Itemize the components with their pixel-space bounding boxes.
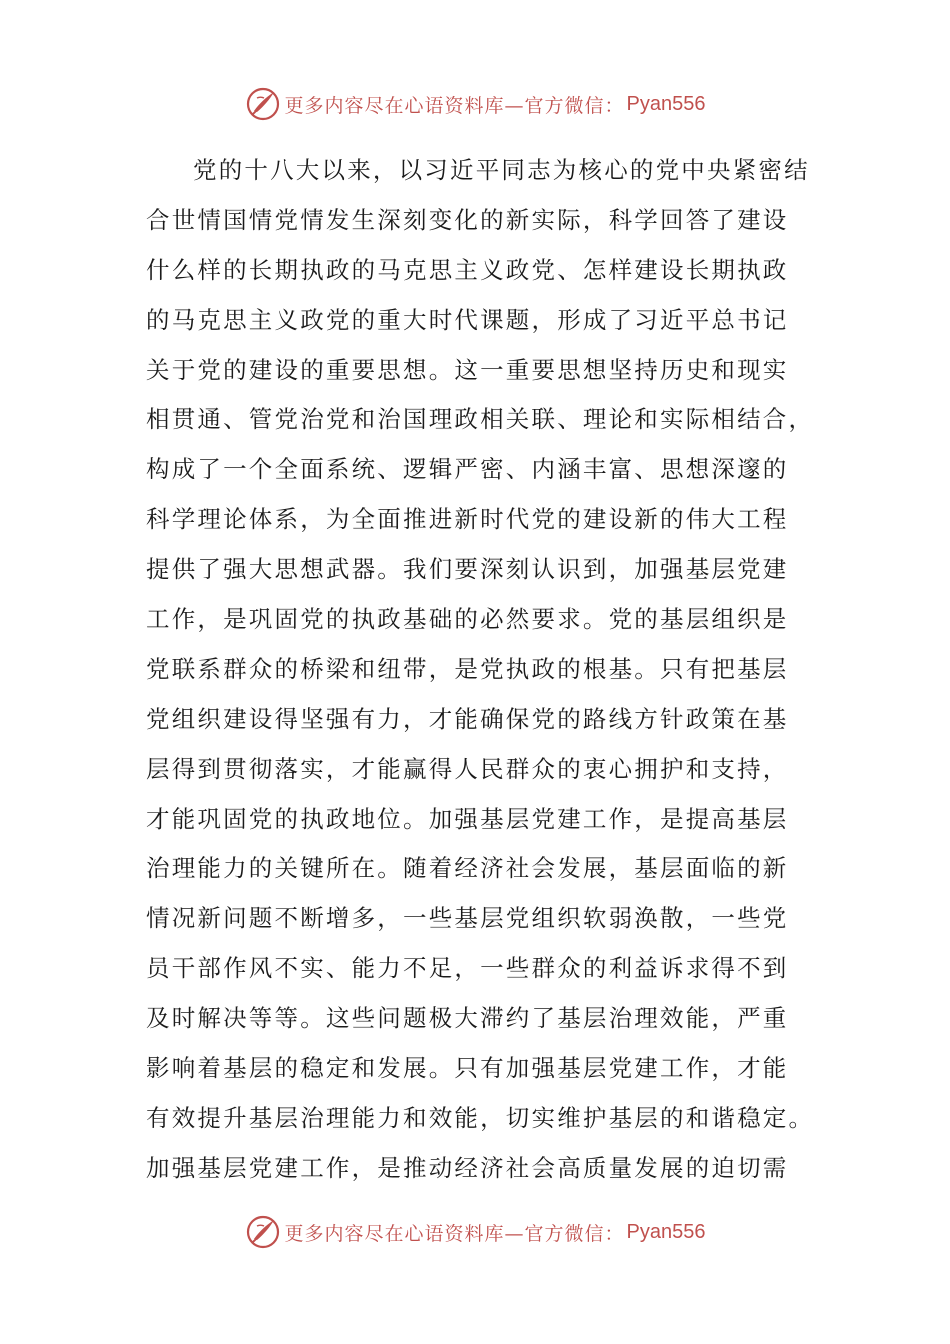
header-wechat-id: Pyan556 — [626, 92, 706, 115]
footer-banner — [0, 1212, 950, 1252]
footer-banner-text: 更多内容尽在心语资料库—官方微信： — [284, 1222, 625, 1245]
header-banner-text: 更多内容尽在心语资料库—官方微信： — [284, 94, 625, 117]
footer-wechat-id: Pyan556 — [626, 1220, 706, 1243]
paragraph-line: 相贯通、管党治党和治国理政相关联、理论和实际相结合， — [146, 405, 815, 434]
paragraph-line: 什么样的长期执政的马克思主义政党、怎样建设长期执政 — [146, 255, 789, 284]
header-banner — [0, 84, 950, 124]
paragraph-line: 治理能力的关键所在。随着经济社会发展，基层面临的新 — [146, 854, 789, 883]
paragraph-line: 层得到贯彻落实，才能赢得人民群众的衷心拥护和支持， — [146, 754, 789, 783]
paragraph-line: 工作，是巩固党的执政基础的必然要求。党的基层组织是 — [146, 605, 789, 634]
paragraph-line: 合世情国情党情发生深刻变化的新实际，科学回答了建设 — [146, 205, 789, 234]
paragraph-line: 的马克思主义政党的重大时代课题，形成了习近平总书记 — [146, 305, 789, 334]
paragraph-line: 构成了一个全面系统、逻辑严密、内涵丰富、思想深邃的 — [146, 455, 789, 484]
paragraph-line: 加强基层党建工作，是推动经济社会高质量发展的迫切需 — [146, 1153, 789, 1182]
quill-pen-logo-icon — [245, 1214, 281, 1250]
paragraph-line: 党联系群众的桥梁和纽带，是党执政的根基。只有把基层 — [146, 654, 789, 683]
document-body — [146, 146, 815, 1194]
paragraph-line: 科学理论体系，为全面推进新时代党的建设新的伟大工程 — [146, 505, 789, 534]
paragraph-line: 党组织建设得坚强有力，才能确保党的路线方针政策在基 — [146, 704, 789, 733]
paragraph-line: 党的十八大以来，以习近平同志为核心的党中央紧密结 — [193, 156, 810, 184]
paragraph-line: 员干部作风不实、能力不足，一些群众的利益诉求得不到 — [146, 954, 789, 983]
paragraph-line: 情况新问题不断增多，一些基层党组织软弱涣散，一些党 — [146, 904, 789, 933]
paragraph-line: 及时解决等等。这些问题极大滞约了基层治理效能，严重 — [146, 1004, 789, 1033]
paragraph-line: 关于党的建设的重要思想。这一重要思想坚持历史和现实 — [146, 355, 789, 384]
paragraph-line: 才能巩固党的执政地位。加强基层党建工作，是提高基层 — [146, 804, 789, 833]
quill-pen-logo-icon — [245, 86, 281, 122]
paragraph-line: 影响着基层的稳定和发展。只有加强基层党建工作，才能 — [146, 1054, 789, 1083]
paragraph-line: 有效提升基层治理能力和效能，切实维护基层的和谐稳定。 — [146, 1103, 815, 1132]
paragraph-line: 提供了强大思想武器。我们要深刻认识到，加强基层党建 — [146, 555, 789, 584]
